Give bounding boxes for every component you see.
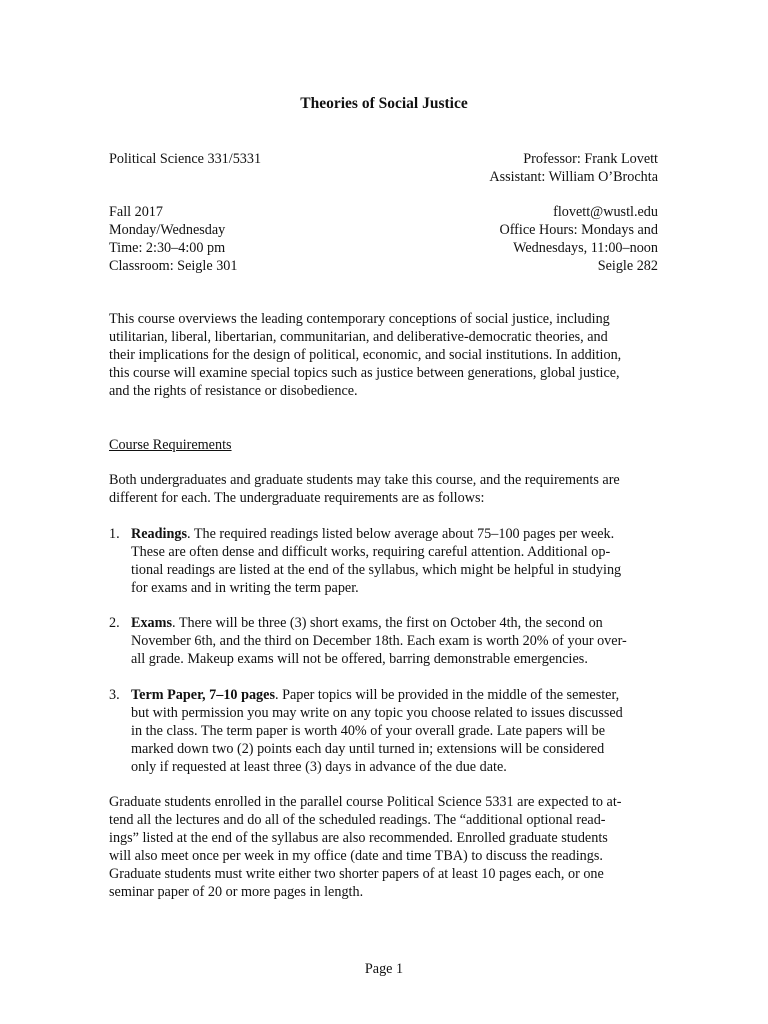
paragraph-line: all grade. Makeup exams will not be offered, barring demonstrable emergencies. — [131, 651, 588, 667]
requirement-text — [131, 686, 658, 776]
office-location: Seigle 282 — [597, 258, 658, 274]
office-hours-line-1: Office Hours: Mondays and — [499, 222, 658, 238]
requirements-intro-paragraph — [109, 471, 658, 507]
paragraph-line: Graduate students must write either two shorter papers of at least 10 pages each, or one — [109, 866, 604, 882]
paragraph-line: ings” listed at the end of the syllabus are also recommended. Enrolled graduate students — [109, 830, 608, 846]
requirement-label: Term Paper, 7–10 pages — [131, 687, 275, 703]
paragraph-line: for exams and in writing the term paper. — [131, 580, 359, 596]
course-overview-paragraph — [109, 310, 658, 400]
paragraph-line: only if requested at least three (3) days in advance of the due date. — [131, 759, 507, 775]
email-address: flovett@wustl.edu — [553, 204, 658, 220]
paragraph-line: this course will examine special topics such as justice between generations, global justice, — [109, 365, 620, 381]
paragraph-line: This course overviews the leading contemporary conceptions of social justice, including — [109, 311, 610, 327]
requirement-item-readings — [109, 525, 658, 597]
paragraph-line: different for each. The undergraduate requirements are as follows: — [109, 490, 485, 506]
paragraph-line: . There will be three (3) short exams, the first on October 4th, the second on — [172, 615, 603, 631]
requirement-item-term-paper — [109, 686, 658, 776]
meeting-time: Time: 2:30–4:00 pm — [109, 240, 226, 256]
paragraph-line: November 6th, and the third on December 18th. Each exam is worth 20% of your over- — [131, 633, 627, 649]
course-header-top — [109, 150, 658, 186]
paragraph-line: tend all the lectures and do all of the scheduled readings. The “additional optional read- — [109, 812, 606, 828]
paragraph-line: their implications for the design of political, economic, and social institutions. In addition, — [109, 347, 622, 363]
list-number: 1. — [109, 526, 120, 542]
requirement-label: Readings — [131, 526, 187, 542]
term: Fall 2017 — [109, 204, 163, 220]
course-number: Political Science 331/5331 — [109, 151, 262, 167]
paragraph-line: seminar paper of 20 or more pages in length. — [109, 884, 364, 900]
paragraph-line: Graduate students enrolled in the parallel course Political Science 5331 are expected to at- — [109, 794, 622, 810]
requirement-item-exams — [109, 614, 658, 668]
paragraph-line: . Paper topics will be provided in the middle of the semester, — [274, 687, 620, 703]
requirement-label: Exams — [131, 615, 172, 631]
paragraph-line: marked down two (2) points each day until turned in; extensions will be considered — [131, 741, 605, 757]
graduate-requirements-paragraph — [109, 793, 658, 901]
document-title: Theories of Social Justice — [300, 95, 468, 112]
course-requirements-heading: Course Requirements — [109, 437, 232, 453]
paragraph-line: utilitarian, liberal, libertarian, communitarian, and deliberative-democratic theories, and — [109, 329, 608, 345]
paragraph-line: . The required readings listed below average about 75–100 pages per week. — [186, 526, 615, 542]
paragraph-line: tional readings are listed at the end of the syllabus, which might be helpful in studying — [131, 562, 622, 578]
paragraph-line: but with permission you may write on any topic you choose related to issues discussed — [131, 705, 623, 721]
requirement-text — [131, 614, 658, 668]
paragraph-line: Both undergraduates and graduate students may take this course, and the requirements are — [109, 472, 620, 488]
office-hours-line-2: Wednesdays, 11:00–noon — [513, 240, 658, 256]
course-header-details — [109, 203, 658, 275]
classroom: Classroom: Seigle 301 — [109, 258, 238, 274]
professor-name: Professor: Frank Lovett — [523, 151, 658, 167]
assistant-name: Assistant: William O’Brochta — [489, 169, 658, 185]
paragraph-line: These are often dense and difficult works, requiring careful attention. Additional op- — [131, 544, 611, 560]
paragraph-line: in the class. The term paper is worth 40% of your overall grade. Late papers will be — [131, 723, 606, 739]
list-number: 2. — [109, 615, 120, 631]
page-number: Page 1 — [364, 961, 404, 977]
list-number: 3. — [109, 687, 120, 703]
paragraph-line: will also meet once per week in my office (date and time TBA) to discuss the readings. — [109, 848, 603, 864]
requirement-text — [131, 525, 658, 597]
paragraph-line: and the rights of resistance or disobedience. — [109, 383, 358, 399]
meeting-days: Monday/Wednesday — [109, 222, 226, 238]
